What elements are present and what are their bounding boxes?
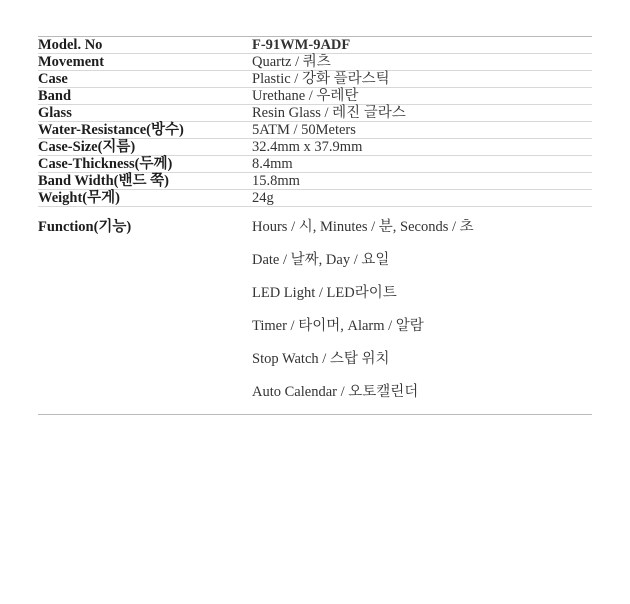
row-label: Band Width(밴드 쭉) (38, 173, 169, 189)
row-label: Band (38, 88, 72, 104)
row-value (252, 122, 592, 139)
table-row (38, 207, 592, 415)
table-row (38, 190, 592, 207)
row-value (252, 88, 592, 105)
row-value-line: Hours / 시, Minutes / 분, Seconds / 초 (252, 219, 474, 235)
row-value-line: 5ATM / 50Meters (252, 122, 356, 138)
row-value (252, 37, 592, 54)
row-value-line: F-91WM-9ADF (252, 37, 351, 53)
row-value (252, 156, 592, 173)
row-label: Case-Size(지름) (38, 139, 136, 155)
row-value-line: 24g (252, 190, 274, 206)
row-label: Case (38, 71, 68, 87)
table-row (38, 71, 592, 88)
row-label: Movement (38, 54, 105, 70)
row-value-line: Stop Watch / 스탑 위치 (252, 351, 390, 367)
table-row (38, 122, 592, 139)
row-value (252, 71, 592, 88)
row-value-line: 15.8mm (252, 173, 300, 189)
table-row (38, 105, 592, 122)
specification-table-body (38, 37, 592, 415)
row-value-line: Urethane / 우레탄 (252, 88, 359, 104)
table-row (38, 156, 592, 173)
row-label: Water-Resistance(방수) (38, 122, 184, 138)
row-value-line: Date / 날짜, Day / 요일 (252, 252, 390, 268)
table-row (38, 139, 592, 156)
row-value-line: Resin Glass / 레진 글라스 (252, 105, 406, 121)
row-label: Model. No (38, 37, 103, 53)
row-value (252, 173, 592, 190)
table-row (38, 54, 592, 71)
row-value (252, 207, 592, 415)
row-value (252, 105, 592, 122)
row-value-line: Timer / 타이머, Alarm / 알람 (252, 318, 424, 334)
row-value (252, 139, 592, 156)
row-value-line: LED Light / LED라이트 (252, 285, 397, 301)
row-label: Weight(무게) (38, 190, 120, 206)
row-label: Glass (38, 105, 72, 121)
row-value-line: Plastic / 강화 플라스틱 (252, 71, 390, 87)
table-row (38, 173, 592, 190)
row-value (252, 190, 592, 207)
row-value-line: Quartz / 쿼츠 (252, 54, 331, 70)
row-label: Function(기능) (38, 219, 132, 235)
row-value-line: 8.4mm (252, 156, 293, 172)
table-row (38, 37, 592, 54)
row-value-line: Auto Calendar / 오토캘린더 (252, 384, 419, 400)
row-value-line: 32.4mm x 37.9mm (252, 139, 363, 155)
row-label: Case-Thickness(두께) (38, 156, 173, 172)
specification-table (38, 36, 592, 415)
table-row (38, 88, 592, 105)
row-value (252, 54, 592, 71)
